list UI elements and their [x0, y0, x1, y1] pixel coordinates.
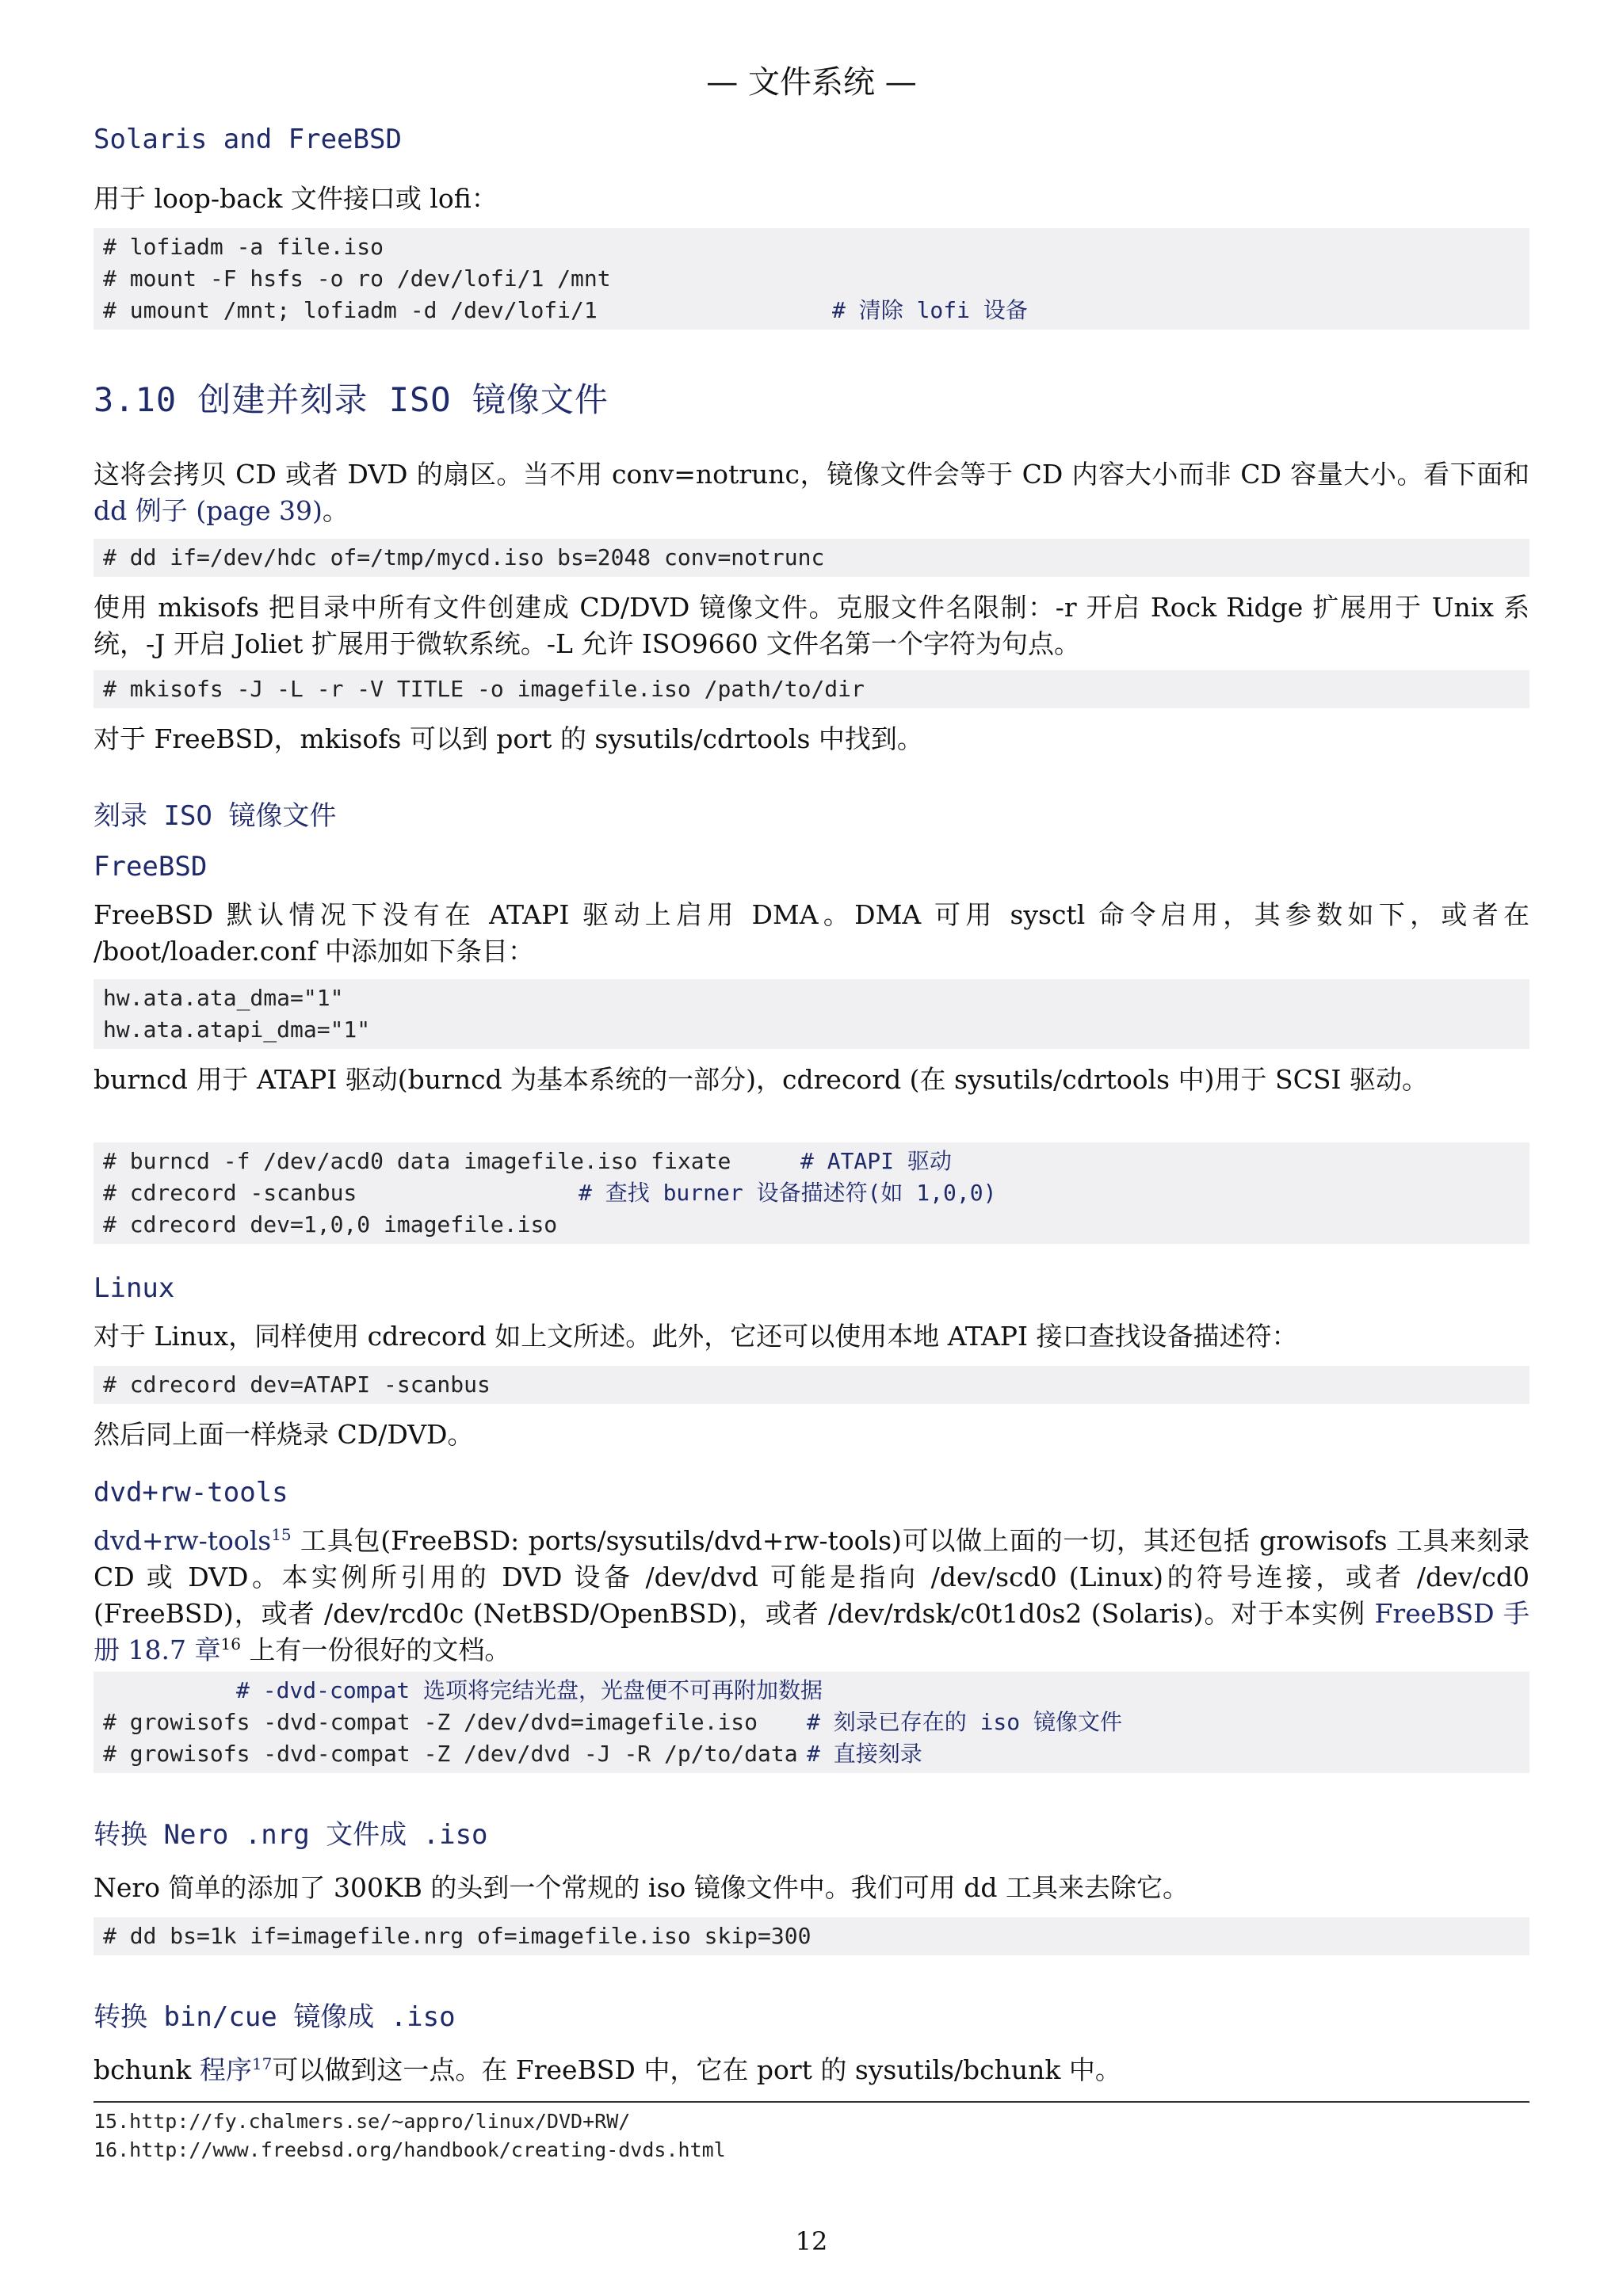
footnote-15[interactable]: 15.http://fy.chalmers.se/~appro/linux/DVD+RW/ [94, 2110, 631, 2133]
page-number: 12 [795, 2226, 828, 2256]
code-line: # umount /mnt; lofiadm -d /dev/lofi/1 # 清除 lofi 设备 [103, 297, 1028, 323]
heading-solaris-freebsd: Solaris and FreeBSD [94, 124, 402, 155]
code-line: # dd if=/dev/hdc of=/tmp/mycd.iso bs=2048 conv=notrunc [103, 544, 825, 570]
paragraph-dd-intro: 这将会拷贝 CD 或者 DVD 的扇区。当不用 conv=notrunc，镜像文件会等于 CD 内容大小而非 CD 容量大小。看下面和 dd 例子 (page 39)。 [94, 459, 1529, 526]
paragraph-freebsd-mkisofs: 对于 FreeBSD，mkisofs 可以到 port 的 sysutils/cdrtools 中找到。 [94, 723, 923, 754]
code-block-mkisofs [94, 670, 1529, 708]
paragraph-nero: Nero 简单的添加了 300KB 的头到一个常规的 iso 镜像文件中。我们可用 dd 工具来去除它。 [94, 1872, 1189, 1903]
paragraph-linux: 对于 Linux，同样使用 cdrecord 如上文所述。此外，它还可以使用本地 ATAPI 接口查找设备描述符： [94, 1321, 1298, 1352]
code-comment: # ATAPI 驱动 [800, 1148, 952, 1174]
link-bchunk-program[interactable]: 程序 [199, 2054, 252, 2085]
code-comment: # 清除 lofi 设备 [832, 297, 1028, 323]
code-block-lofi [94, 228, 1529, 330]
code-line: # dd bs=1k if=imagefile.nrg of=imagefile.iso skip=300 [103, 1923, 812, 1949]
code-comment: # 查找 burner 设备描述符(如 1,0,0) [579, 1180, 997, 1206]
code-comment: # -dvd-compat 选项将完结光盘，光盘便不可再附加数据 [236, 1677, 823, 1703]
code-block-dd [94, 539, 1529, 577]
heading-dvd-rw-tools: dvd+rw-tools [94, 1477, 288, 1508]
code-line: # lofiadm -a file.iso [103, 234, 384, 260]
paragraph-mkisofs: 使用 mkisofs 把目录中所有文件创建成 CD/DVD 镜像文件。克服文件名限制：-r 开启 Rock Ridge 扩展用于 Unix 系统，-J 开启 Joliet 扩展用于微软系统。-L 允许 ISO9660 文件名第一个字符为句点。 [94, 592, 1529, 659]
paragraph-bchunk: bchunk 程序$^{17}$可以做到这一点。在 FreeBSD 中，它在 port 的 sysutils/bchunk 中。 [94, 2054, 1121, 2085]
footnote-ref-17[interactable]: 17 [251, 2054, 273, 2073]
code-line: # cdrecord dev=ATAPI -scanbus [103, 1371, 491, 1398]
heading-bincue-convert: 转换 bin/cue 镜像成 .iso [94, 2001, 456, 2033]
code-line: # growisofs -dvd-compat -Z /dev/dvd=imagefile.iso # 刻录已存在的 iso 镜像文件 [103, 1709, 1123, 1735]
heading-burn-iso: 刻录 ISO 镜像文件 [94, 800, 337, 832]
code-line: # growisofs -dvd-compat -Z /dev/dvd -J -R /p/to/data # 直接刻录 [103, 1741, 922, 1767]
code-block-linux-scanbus [94, 1366, 1529, 1404]
code-comment: # 刻录已存在的 iso 镜像文件 [807, 1709, 1123, 1735]
section-heading-3-10: 3.10 创建并刻录 ISO 镜像文件 [94, 380, 609, 419]
heading-freebsd: FreeBSD [94, 851, 208, 883]
heading-linux: Linux [94, 1272, 175, 1304]
footnote-ref-16[interactable]: 16 [220, 1634, 241, 1653]
code-line: # burncd -f /dev/acd0 data imagefile.iso fixate # ATAPI 驱动 [103, 1148, 952, 1174]
paragraph-burncd: burncd 用于 ATAPI 驱动(burncd 为基本系统的一部分)，cdrecord (在 sysutils/cdrtools 中)用于 SCSI 驱动。 [94, 1064, 1428, 1095]
code-line: hw.ata.ata_dma="1" [103, 985, 344, 1011]
heading-nero-convert: 转换 Nero .nrg 文件成 .iso [94, 1819, 488, 1851]
code-line: # cdrecord dev=1,0,0 imagefile.iso [103, 1211, 558, 1238]
link-dd-example[interactable]: dd 例子 (page 39) [94, 495, 323, 526]
paragraph-linux-after: 然后同上面一样烧录 CD/DVD。 [94, 1419, 474, 1450]
code-line: # mkisofs -J -L -r -V TITLE -o imagefile.iso /path/to/dir [103, 676, 865, 702]
code-block-nero-dd [94, 1917, 1529, 1955]
footnote-divider [94, 2101, 1529, 2103]
code-block-burncd [94, 1142, 1529, 1244]
code-line: # cdrecord -scanbus # 查找 burner 设备描述符(如 1,0,0) [103, 1180, 997, 1206]
link-dvd-rw-tools[interactable]: dvd+rw-tools [94, 1525, 272, 1556]
paragraph-freebsd-dma: FreeBSD 默认情况下没有在 ATAPI 驱动上启用 DMA。DMA 可用 sysctl 命令启用，其参数如下，或者在 /boot/loader.conf 中添加如下条目： [94, 899, 1529, 967]
footnote-16[interactable]: 16.http://www.freebsd.org/handbook/creating-dvds.html [94, 2138, 726, 2161]
code-line: # mount -F hsfs -o ro /dev/lofi/1 /mnt [103, 265, 611, 292]
code-block-atapi-dma [94, 979, 1529, 1049]
paragraph-dvd-rw-tools: dvd+rw-tools$^{15}$ 工具包(FreeBSD: ports/sysutils/dvd+rw-tools)可以做上面的一切，其还包括 growisofs 工具来刻录 CD 或 DVD。本实例所引用的 DVD 设备 /dev/dvd 可能是指向 /dev/scd0 (Linux)的符号连接，或者 /dev/cd0 (FreeBSD)，或者 /dev/rcd0c (NetBSD/OpenBSD)，或者 /dev/rdsk/c0t1d0s2 (Solaris)。对于本实例 FreeBSD 手册 18.7 章$^{16}$ 上有一份很好的文档。 [94, 1525, 1529, 1665]
running-head: — 文件系统 — [706, 64, 917, 101]
code-line: hw.ata.atapi_dma="1" [103, 1016, 371, 1043]
solaris-intro: 用于 loop-back 文件接口或 lofi： [94, 183, 498, 214]
footnote-ref-15[interactable]: 15 [271, 1525, 292, 1544]
code-line [103, 1675, 1529, 1707]
link-freebsd-handbook[interactable]: FreeBSD 手册 18.7 章 [94, 1598, 1529, 1665]
code-comment: # 直接刻录 [807, 1741, 922, 1767]
code-block-growisofs [94, 1672, 1529, 1773]
